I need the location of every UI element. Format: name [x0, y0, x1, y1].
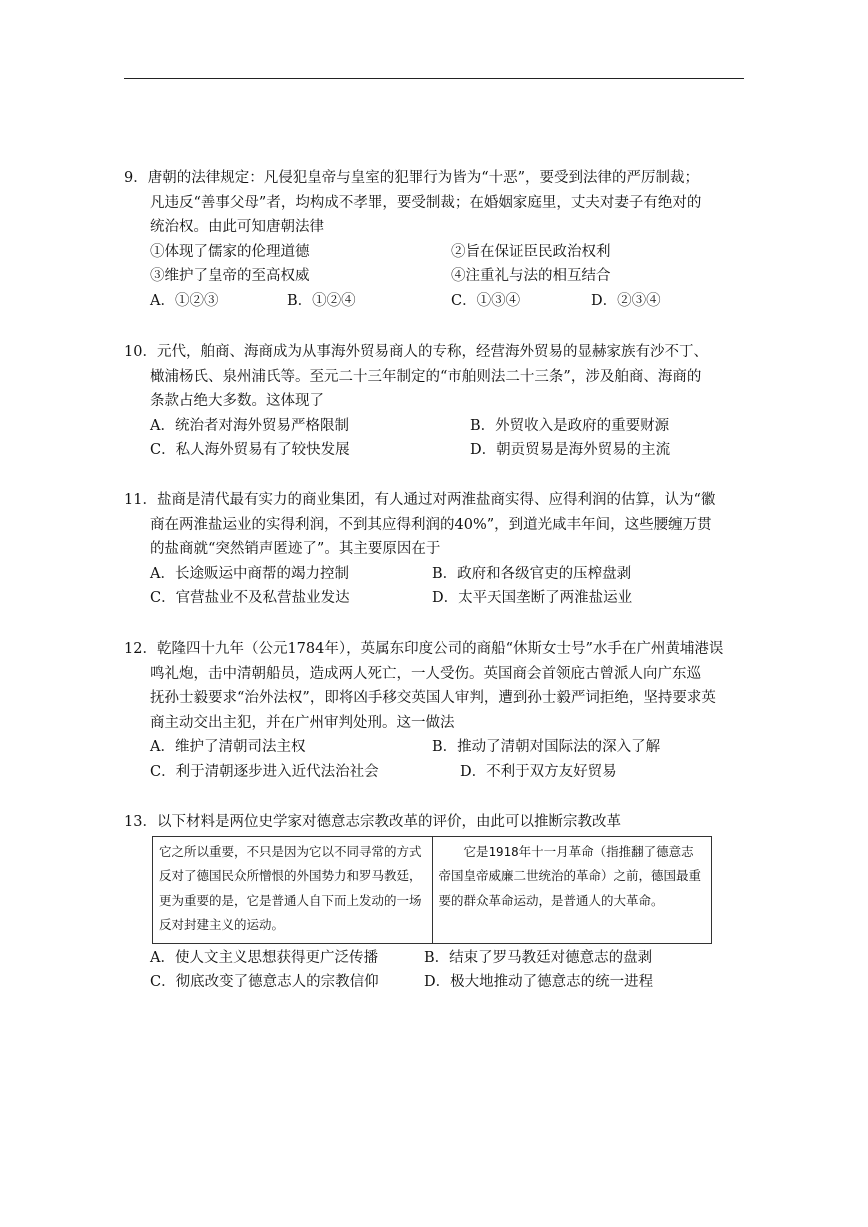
question-stem: 鸣礼炮，击中清朝船员，造成两人死亡，一人受伤。英国商会首领庇古曾派人向广东巡 [150, 665, 701, 682]
statement-item: ②旨在保证臣民政治权利 [451, 243, 611, 260]
option-c[interactable]: C．私人海外贸易有了较快发展 [150, 442, 350, 458]
options-row [124, 735, 764, 760]
options-row [124, 438, 764, 463]
question-stem: 13．以下材料是两位史学家对德意志宗教改革的评价，由此可以推断宗教改革 [124, 814, 621, 830]
option-d[interactable]: D．朝贡贸易是海外贸易的主流 [470, 442, 671, 458]
option-b[interactable]: B．结束了罗马教廷对德意志的盘剥 [424, 949, 653, 966]
option-c[interactable]: C．①③④ [451, 292, 521, 309]
question-stem: 11．盐商是清代最有实力的商业集团，有人通过对两淮盐商实得、应得利润的估算，认为“徽 [124, 492, 716, 508]
option-c[interactable]: C．官营盐业不及私营盐业发达 [150, 590, 350, 606]
header-rule [124, 78, 744, 79]
question-stem: 的盐商就“突然销声匿迹了”。其主要原因在于 [150, 541, 441, 557]
question-11 [124, 488, 764, 611]
option-d[interactable]: D．极大地推动了德意志的统一进程 [424, 974, 654, 990]
statement-item: ①体现了儒家的伦理道德 [150, 243, 310, 260]
option-a[interactable]: A．统治者对海外贸易严格限制 [150, 417, 349, 434]
question-stem: 商在两淮盐运业的实得利润，不到其应得利润的40%”，到道光咸丰年间，这些腰缠万贯 [150, 516, 712, 533]
option-b[interactable]: B．政府和各级官吏的压榨盘剥 [432, 565, 632, 582]
statement-item: ③维护了皇帝的至高权威 [150, 268, 310, 284]
statement-item: ④注重礼与法的相互结合 [451, 268, 611, 284]
material-table [152, 836, 712, 944]
statement-row [124, 264, 764, 289]
options-row [124, 586, 764, 611]
option-a[interactable]: A．①②③ [150, 292, 219, 309]
question-stem: 抚孙士毅要求“治外法权”，即将凶手移交英国人审判，遭到孙士毅严词拒绝，坚持要求英 [150, 690, 716, 706]
option-a[interactable]: A．维护了清朝司法主权 [150, 739, 306, 755]
option-a[interactable]: A．长途贩运中商帮的竭力控制 [150, 565, 349, 582]
option-d[interactable]: D．②③④ [591, 292, 661, 309]
question-12 [124, 637, 764, 784]
option-c[interactable]: C．利于清朝逐步进入近代法治社会 [150, 763, 379, 780]
question-stem: 橄浦杨氏、泉州浦氏等。至元二十三年制定的“市舶则法二十三条”，涉及舶商、海商的 [150, 368, 702, 385]
question-stem: 商主动交出主犯，并在广州审判处刑。这一做法 [150, 714, 455, 731]
option-c[interactable]: C．彻底改变了德意志人的宗教信仰 [150, 974, 379, 990]
option-b[interactable]: B．①②④ [287, 292, 356, 309]
options-row [124, 760, 764, 785]
question-stem: 10．元代，舶商、海商成为从事海外贸易商人的专称，经营海外贸易的显赫家族有沙不丁、 [124, 344, 708, 360]
option-b[interactable]: B．推动了清朝对国际法的深入了解 [432, 739, 661, 755]
options-row [124, 562, 764, 587]
options-row [124, 970, 764, 995]
options-row [124, 946, 764, 971]
option-b[interactable]: B．外贸收入是政府的重要财源 [470, 417, 670, 434]
question-stem: 条款占绝大多数。这体现了 [150, 393, 324, 409]
question-stem: 12．乾隆四十九年（公元1784年），英属东印度公司的商船“休斯女士号”水手在广州黄埔港误 [124, 641, 724, 657]
question-13 [124, 810, 764, 995]
question-stem: 统治权。由此可知唐朝法律 [150, 219, 324, 235]
question-stem: 凡违反“善事父母”者，均构成不孝罪，要受制裁；在婚姻家庭里，丈夫对妻子有绝对的 [150, 194, 702, 211]
question-9 [124, 166, 764, 313]
option-a[interactable]: A．使人文主义思想获得更广泛传播 [150, 949, 378, 966]
question-10 [124, 340, 764, 463]
material-right: 它是1918年十一月革命（指推翻了德意志帝国皇帝威廉二世统治的革命）之前，德国最重要的群众革命运动，是普通人的大革命。 [432, 836, 712, 943]
options-row [124, 414, 764, 439]
material-left: 它之所以重要，不只是因为它以不同寻常的方式反对了德国民众所憎恨的外国势力和罗马教廷，更为重要的是，它是普通人自下而上发动的一场反对封建主义的运动。 [153, 836, 433, 943]
options-row [124, 289, 764, 314]
option-d[interactable]: D．不利于双方友好贸易 [460, 763, 617, 780]
statement-row [124, 240, 764, 265]
option-d[interactable]: D．太平天国垄断了两淮盐运业 [432, 590, 633, 606]
question-stem: 9．唐朝的法律规定：凡侵犯皇帝与皇室的犯罪行为皆为“十恶”，要受到法律的严厉制裁； [124, 170, 700, 186]
